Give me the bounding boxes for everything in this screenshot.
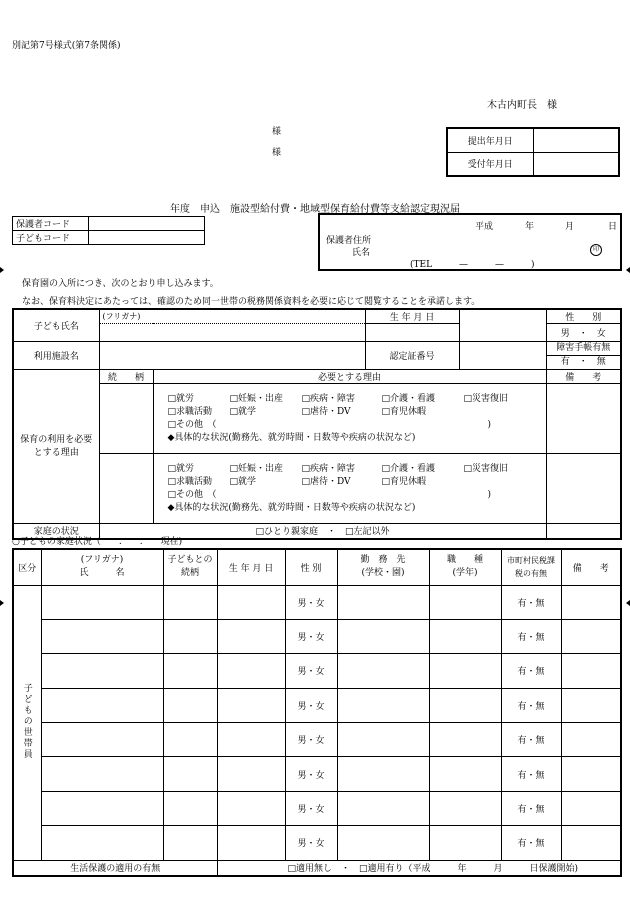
guardian-name-label: 氏名 <box>352 248 371 258</box>
reason-illness[interactable]: □疾病・障害 <box>301 463 356 474</box>
birthdate-label: 生 年 月 日 <box>365 309 459 324</box>
member-tax-options[interactable]: 有・無 <box>501 791 561 825</box>
member-birth-field[interactable] <box>217 723 285 757</box>
member-tax-options[interactable]: 有・無 <box>501 688 561 722</box>
member-name-field[interactable] <box>41 654 163 688</box>
member-relation-field[interactable] <box>163 654 217 688</box>
member-gender-options[interactable]: 男・女 <box>285 826 337 860</box>
main-table <box>12 308 622 540</box>
remarks-label: 備 考 <box>546 370 621 384</box>
member-name-field[interactable] <box>41 688 163 722</box>
member-name-field[interactable] <box>41 791 163 825</box>
member-work-field[interactable] <box>337 757 429 791</box>
col-job-label: 職 種 <box>446 555 483 566</box>
welfare-options[interactable]: □適用無し ・ □適用有り（平成 年 月 日保護開始) <box>217 860 621 876</box>
member-tax-options[interactable]: 有・無 <box>501 757 561 791</box>
reason-other-close: ) <box>487 489 492 500</box>
remarks-field-1[interactable] <box>546 384 621 454</box>
household-row <box>13 723 621 757</box>
member-tax-options[interactable]: 有・無 <box>501 654 561 688</box>
col-name <box>41 549 163 585</box>
facility-field[interactable] <box>99 342 365 370</box>
child-code-field[interactable] <box>89 231 205 245</box>
member-relation-field[interactable] <box>163 826 217 860</box>
form-title: 年度 申込 施設型給付費・地域型保育給付費等支給認定現況届 <box>170 204 460 215</box>
member-job-field[interactable] <box>429 791 501 825</box>
reason-care[interactable]: □介護・看護 <box>381 393 436 404</box>
member-remarks-field[interactable] <box>561 688 621 722</box>
welfare-label: 生活保護の適用の有無 <box>13 860 217 876</box>
margin-marker-left-icon <box>0 267 4 273</box>
member-tax-options[interactable]: 有・無 <box>501 619 561 653</box>
reason-pregnancy[interactable]: □妊娠・出産 <box>229 393 284 404</box>
reason-other[interactable]: □その他 （ <box>167 489 217 500</box>
col-remarks: 備 考 <box>561 549 621 585</box>
household-table <box>12 548 622 877</box>
reason-abuse[interactable]: □虐待・DV <box>301 406 351 417</box>
member-name-field[interactable] <box>41 585 163 619</box>
member-remarks-field[interactable] <box>561 585 621 619</box>
member-relation-field[interactable] <box>163 791 217 825</box>
date-year: 年 <box>525 222 535 232</box>
child-code-label: 子どもコード <box>13 231 89 245</box>
member-work-field[interactable] <box>337 619 429 653</box>
honorific-2: 様 <box>272 148 282 158</box>
reason-work[interactable]: □就労 <box>167 393 195 404</box>
birthdate-spacer <box>365 324 459 342</box>
reason-study[interactable]: □就学 <box>229 476 257 487</box>
col-kubun: 区分 <box>13 549 41 585</box>
member-birth-field[interactable] <box>217 757 285 791</box>
household-row <box>13 654 621 688</box>
honorific-1: 様 <box>272 127 282 137</box>
furigana-label: (フリガナ) <box>99 309 365 324</box>
member-remarks-field[interactable] <box>561 826 621 860</box>
received-date-label: 受付年月日 <box>447 152 533 176</box>
member-job-field[interactable] <box>429 826 501 860</box>
col-furigana: (フリガナ) <box>80 555 124 566</box>
household-group-text: 子どもの世帯員 <box>21 682 32 760</box>
member-relation-field[interactable] <box>163 723 217 757</box>
member-job-field[interactable] <box>429 619 501 653</box>
household-row <box>13 826 621 860</box>
household-heading: ○子どもの家庭状況（ . . 現在) <box>12 537 183 547</box>
member-birth-field[interactable] <box>217 688 285 722</box>
codes-table <box>12 216 205 245</box>
gender-label: 性 別 <box>546 309 621 324</box>
reason-care[interactable]: □介護・看護 <box>381 463 436 474</box>
member-remarks-field[interactable] <box>561 619 621 653</box>
reason-label: 保育の利用を必要とする理由 <box>13 370 99 524</box>
member-gender-options[interactable]: 男・女 <box>285 619 337 653</box>
margin-marker-left-icon <box>0 600 4 606</box>
member-remarks-field[interactable] <box>561 757 621 791</box>
member-relation-field[interactable] <box>163 585 217 619</box>
member-gender-options[interactable]: 男・女 <box>285 791 337 825</box>
household-rows <box>13 585 621 860</box>
reason-job-search[interactable]: □求職活動 <box>167 406 213 417</box>
dates-box <box>446 127 620 177</box>
intro-line-1: 保育園の入所につき、次のとおり申し込みます。 <box>22 279 219 289</box>
reason-disaster[interactable]: □災害復旧 <box>463 463 509 474</box>
reason-detail: ◆具体的な状況(勤務先、就労時間・日数等や疾病の状況など) <box>167 502 416 513</box>
household-group-label <box>13 585 41 860</box>
member-remarks-field[interactable] <box>561 791 621 825</box>
col-job-sub: (学年) <box>452 568 478 579</box>
family-options[interactable]: □ひとり親家庭 ・ □左記以外 <box>99 524 546 539</box>
date-month: 月 <box>565 222 575 232</box>
reason-illness[interactable]: □疾病・障害 <box>301 393 356 404</box>
form-number: 別記第7号様式(第7条関係) <box>12 41 121 51</box>
guardian-box <box>318 213 622 271</box>
household-row <box>13 757 621 791</box>
member-work-field[interactable] <box>337 585 429 619</box>
reason-other[interactable]: □その他 （ <box>167 419 217 430</box>
member-relation-field[interactable] <box>163 619 217 653</box>
member-job-field[interactable] <box>429 723 501 757</box>
remarks-field-2[interactable] <box>546 454 621 524</box>
household-row <box>13 585 621 619</box>
member-remarks-field[interactable] <box>561 654 621 688</box>
member-work-field[interactable] <box>337 654 429 688</box>
child-name-field[interactable] <box>99 324 365 342</box>
household-row <box>13 791 621 825</box>
guardian-address-label: 保護者住所 <box>326 236 372 246</box>
member-name-field[interactable] <box>41 723 163 757</box>
disability-label: 障害手帳有無 <box>547 342 621 356</box>
reason-detail: ◆具体的な状況(勤務先、就労時間・日数等や疾病の状況など) <box>167 432 416 443</box>
intro-line-2: なお、保育料決定にあたっては、確認のため同一世帯の税務関係資料を必要に応じて閲覧することを承諾します。 <box>22 297 481 307</box>
member-tax-options[interactable]: 有・無 <box>501 826 561 860</box>
reason-other-close: ) <box>487 419 492 430</box>
seal-icon: 印 <box>590 244 602 256</box>
member-tax-options[interactable]: 有・無 <box>501 585 561 619</box>
guardian-code-label: 保護者コード <box>13 217 89 231</box>
relation-field-2[interactable] <box>99 454 153 524</box>
member-work-field[interactable] <box>337 723 429 757</box>
reason-job-search[interactable]: □求職活動 <box>167 476 213 487</box>
member-tax-options[interactable]: 有・無 <box>501 723 561 757</box>
received-date-field[interactable] <box>533 152 619 176</box>
member-birth-field[interactable] <box>217 619 285 653</box>
member-birth-field[interactable] <box>217 654 285 688</box>
reason-header: 必要とする理由 <box>153 370 546 384</box>
col-job <box>429 549 501 585</box>
member-relation-field[interactable] <box>163 757 217 791</box>
member-work-field[interactable] <box>337 826 429 860</box>
household-row <box>13 688 621 722</box>
child-name-label: 子ども氏名 <box>13 309 99 342</box>
col-work-label: 勤 務 先 <box>360 555 406 566</box>
member-name-field[interactable] <box>41 757 163 791</box>
reason-childcare-leave[interactable]: □育児休暇 <box>381 406 427 417</box>
reason-disaster[interactable]: □災害復旧 <box>463 393 509 404</box>
margin-marker-right-icon <box>626 267 630 273</box>
member-gender-options[interactable]: 男・女 <box>285 723 337 757</box>
reason-study[interactable]: □就学 <box>229 406 257 417</box>
col-gender: 性 別 <box>285 549 337 585</box>
birthdate-field[interactable] <box>459 309 546 342</box>
member-birth-field[interactable] <box>217 826 285 860</box>
member-relation-field[interactable] <box>163 688 217 722</box>
member-name-field[interactable] <box>41 619 163 653</box>
member-job-field[interactable] <box>429 585 501 619</box>
submitted-date-field[interactable] <box>533 128 619 152</box>
col-work <box>337 549 429 585</box>
reasons-block-2 <box>153 454 546 524</box>
disability-cell <box>546 342 621 370</box>
member-birth-field[interactable] <box>217 585 285 619</box>
household-row <box>13 619 621 653</box>
cert-no-field[interactable] <box>459 342 546 370</box>
reason-abuse[interactable]: □虐待・DV <box>301 476 351 487</box>
reasons-block-1 <box>153 384 546 454</box>
col-tax: 市町村民税課税の有無 <box>501 549 561 585</box>
reason-pregnancy[interactable]: □妊娠・出産 <box>229 463 284 474</box>
reason-childcare-leave[interactable]: □育児休暇 <box>381 476 427 487</box>
gender-options[interactable]: 男 ・ 女 <box>546 324 621 342</box>
member-remarks-field[interactable] <box>561 723 621 757</box>
addressee: 木古内町長 様 <box>487 100 557 111</box>
margin-marker-right-icon <box>626 600 630 606</box>
col-work-sub: (学校・園) <box>361 568 405 579</box>
member-job-field[interactable] <box>429 688 501 722</box>
col-birth: 生 年 月 日 <box>217 549 285 585</box>
col-relation: 子どもとの続柄 <box>163 549 217 585</box>
member-gender-options[interactable]: 男・女 <box>285 757 337 791</box>
guardian-tel: (TEL — — ) <box>410 260 535 270</box>
family-remarks <box>546 524 621 539</box>
facility-label: 利用施設名 <box>13 342 99 370</box>
member-job-field[interactable] <box>429 757 501 791</box>
col-name-label: 氏 名 <box>79 568 125 579</box>
member-birth-field[interactable] <box>217 791 285 825</box>
member-gender-options[interactable]: 男・女 <box>285 654 337 688</box>
seal-mark <box>590 244 602 256</box>
reason-work[interactable]: □就労 <box>167 463 195 474</box>
relation-label: 続 柄 <box>99 370 153 384</box>
member-name-field[interactable] <box>41 826 163 860</box>
date-era: 平成 <box>475 222 494 232</box>
disability-options[interactable]: 有 ・ 無 <box>560 357 606 367</box>
member-work-field[interactable] <box>337 688 429 722</box>
submitted-date-label: 提出年月日 <box>447 128 533 152</box>
date-day: 日 <box>608 222 618 232</box>
member-work-field[interactable] <box>337 791 429 825</box>
family-label: 家庭の状況 <box>13 524 99 539</box>
member-gender-options[interactable]: 男・女 <box>285 688 337 722</box>
guardian-code-field[interactable] <box>89 217 205 231</box>
relation-field-1[interactable] <box>99 384 153 454</box>
cert-no-label: 認定証番号 <box>365 342 459 370</box>
member-gender-options[interactable]: 男・女 <box>285 585 337 619</box>
member-job-field[interactable] <box>429 654 501 688</box>
